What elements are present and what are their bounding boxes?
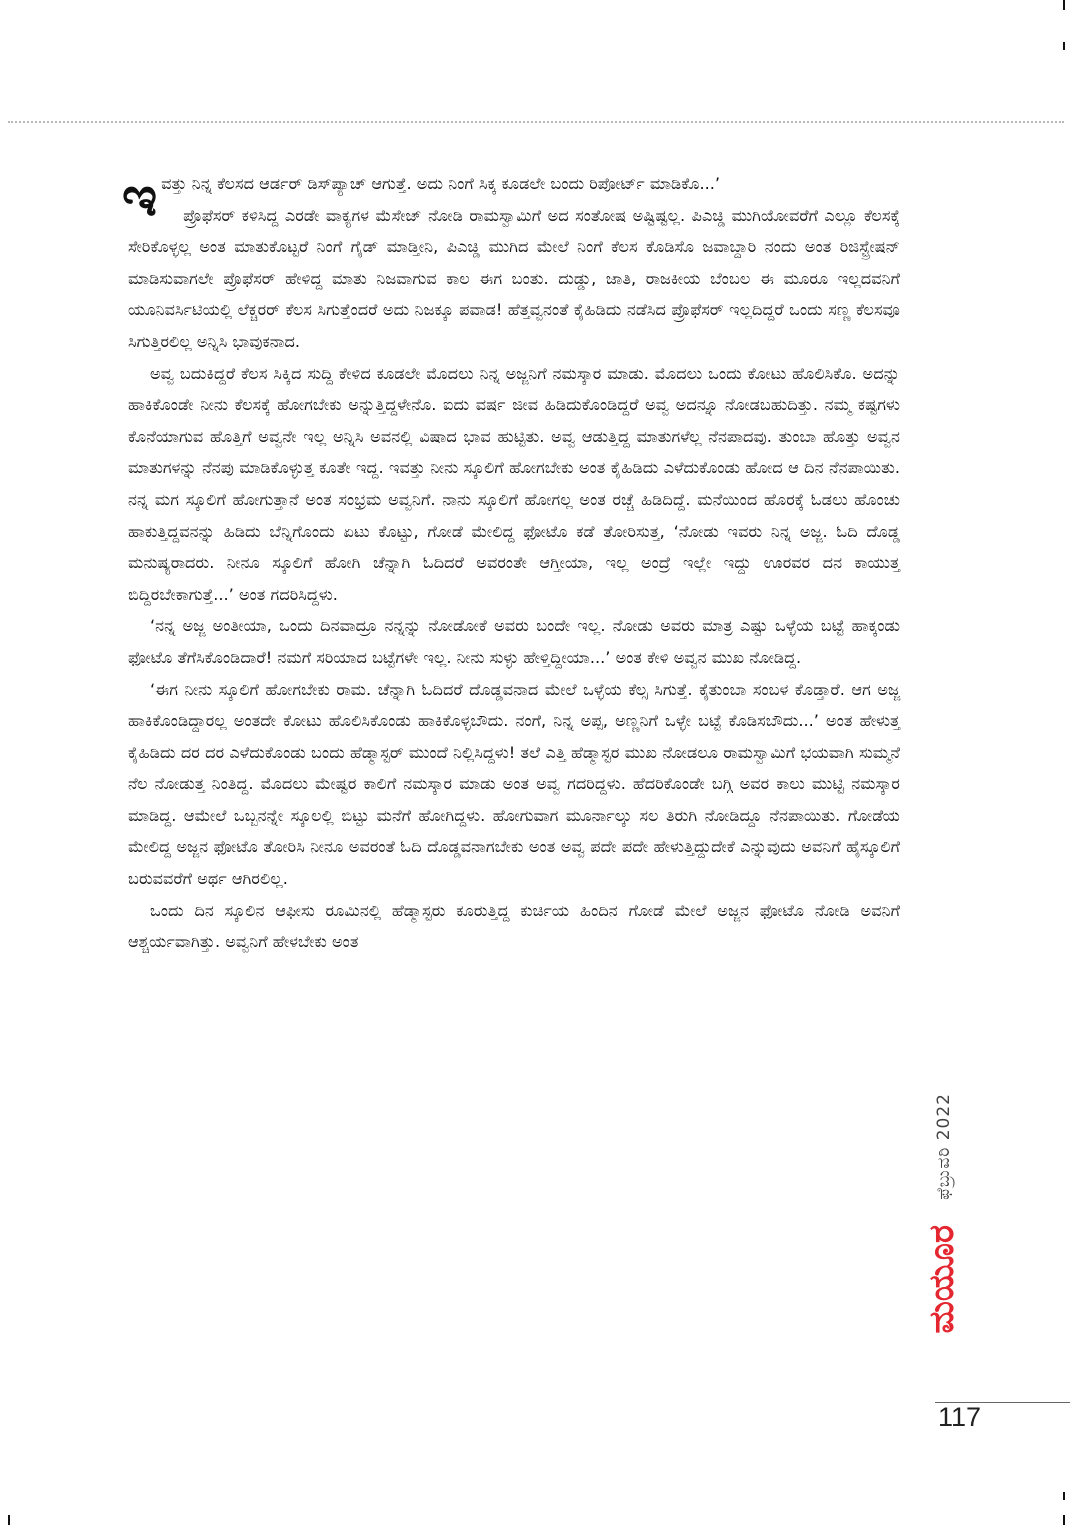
crop-mark-bottom [1063, 1515, 1065, 1525]
paragraph-4: ‘ನನ್ನ ಅಜ್ಜ ಅಂತೀಯಾ, ಒಂದು ದಿನವಾದ್ರೂ ನನ್ನನ್ನು ನೋಡೋಕೆ ಅವರು ಬಂದೇ ಇಲ್ಲ. ನೋಡು ಅವರು ಮಾತ್ರ ಎಷ್ಟು ಒಳ್ಳೆಯ ಬಟ್ಟೆ ಹಾಕ್ಕಂಡು ಫೋಟೊ ತೆಗೆಸಿಕೊಂಡಿದಾರೆ! ನಮಗೆ ಸರಿಯಾದ ಬಟ್ಟೆಗಳೇ ಇಲ್ಲ. ನೀನು ಸುಳ್ಳು ಹೇಳ್ತಿದ್ದೀಯಾ...’ ಅಂತ ಕೇಳಿ ಅವ್ವನ ಮುಖ ನೋಡಿದ್ದ. [128, 616, 900, 667]
drop-cap: ಇ [122, 164, 158, 228]
issue-date: ಫೆಬ್ರುವರಿ 2022 [934, 1093, 954, 1200]
dotted-separator [8, 121, 1064, 123]
crop-mark-bottom-left [8, 1515, 10, 1525]
paragraph-2: ಪ್ರೊಫೆಸರ್ ಕಳಿಸಿದ್ದ ಎರಡೇ ವಾಕ್ಯಗಳ ಮೆಸೇಜ್ ನೋಡಿ ರಾಮಸ್ವಾಮಿಗೆ ಅದ ಸಂತೋಷ ಅಷ್ಟಿಷ್ಟಲ್ಲ. ಪಿಎಚ್ಡಿ ಮುಗಿಯೋವರೆಗೆ ಎಲ್ಲೂ ಕೆಲಸಕ್ಕೆ ಸೇರಿಕೊಳ್ಳಲ್ಲ ಅಂತ ಮಾತುಕೊಟ್ಟರೆ ನಿಂಗೆ ಗೈಡ್ ಮಾಡ್ತೀನಿ, ಪಿಎಚ್ಡಿ ಮುಗಿದ ಮೇಲೆ ನಿಂಗೆ ಕೆಲಸ ಕೊಡಿಸೊ ಜವಾಬ್ದಾರಿ ನಂದು ಅಂತ ರಿಜಿಸ್ಟ್ರೇಷನ್ ಮಾಡಿಸುವಾಗಲೇ ಪ್ರೊಫೆಸರ್ ಹೇಳಿದ್ದ ಮಾತು ನಿಜವಾಗುವ ಕಾಲ ಈಗ ಬಂತು. ದುಡ್ಡು, ಜಾತಿ, ರಾಜಕೀಯ ಬೆಂಬಲ ಈ ಮೂರೂ ಇಲ್ಲದವನಿಗೆ ಯೂನಿವರ್ಸಿಟಿಯಲ್ಲಿ ಲೆಕ್ಚರರ್ ಕೆಲಸ ಸಿಗುತ್ತೆಂದರೆ ಅದು ನಿಜಕ್ಕೂ ಪವಾಡ! ಹೆತ್ತವ್ವನಂತೆ ಕೈಹಿಡಿದು ನಡೆಸಿದ ಪ್ರೊಫೆಸರ್ ಇಲ್ಲದಿದ್ದರೆ ಒಂದು ಸಣ್ಣ ಕೆಲಸವೂ ಸಿಗುತ್ತಿರಲಿಲ್ಲ ಅನ್ನಿಸಿ ಭಾವುಕನಾದ. [128, 205, 900, 351]
page-number: 117 [938, 1402, 982, 1432]
paragraph-3: ಅವ್ವ ಬದುಕಿದ್ದರೆ ಕೆಲಸ ಸಿಕ್ಕಿದ ಸುದ್ದಿ ಕೇಳಿದ ಕೂಡಲೇ ಮೊದಲು ನಿನ್ನ ಅಜ್ಜನಿಗೆ ನಮಸ್ಕಾರ ಮಾಡು. ಮೊದಲು ಒಂದು ಕೋಟು ಹೊಲಿಸಿಕೊ. ಅದನ್ನು ಹಾಕಿಕೊಂಡೇ ನೀನು ಕೆಲಸಕ್ಕೆ ಹೋಗಬೇಕು ಅನ್ನುತ್ತಿದ್ದಳೇನೊ. ಐದು ವರ್ಷ ಜೀವ ಹಿಡಿದುಕೊಂಡಿದ್ದರೆ ಅವ್ವ ಅದನ್ನೂ ನೋಡಬಹುದಿತ್ತು. ನಮ್ಮ ಕಷ್ಟಗಳು ಕೊನೆಯಾಗುವ ಹೊತ್ತಿಗೆ ಅವ್ವನೇ ಇಲ್ಲ ಅನ್ನಿಸಿ ಅವನಲ್ಲಿ ವಿಷಾದ ಭಾವ ಹುಟ್ಟಿತು. ಅವ್ವ ಆಡುತ್ತಿದ್ದ ಮಾತುಗಳೆಲ್ಲ ನೆನಪಾದವು. ತುಂಬಾ ಹೊತ್ತು ಅವ್ವನ ಮಾತುಗಳನ್ನು ನೆನಪು ಮಾಡಿಕೊಳ್ಳುತ್ತ ಕೂತೇ ಇದ್ದ. ಇವತ್ತು ನೀನು ಸ್ಕೂಲಿಗೆ ಹೋಗಬೇಕು ಅಂತ ಕೈಹಿಡಿದು ಎಳೆದುಕೊಂಡು ಹೋದ ಆ ದಿನ ನೆನಪಾಯಿತು. ನನ್ನ ಮಗ ಸ್ಕೂಲಿಗೆ ಹೋಗುತ್ತಾನೆ ಅಂತ ಸಂಭ್ರಮ ಅವ್ವನಿಗೆ. ನಾನು ಸ್ಕೂಲಿಗೆ ಹೋಗಲ್ಲ ಅಂತ ರಚ್ಚೆ ಹಿಡಿದಿದ್ದೆ. ಮನೆಯಿಂದ ಹೊರಕ್ಕೆ ಓಡಲು ಹೊಂಚು ಹಾಕುತ್ತಿದ್ದವನನ್ನು ಹಿಡಿದು ಬೆನ್ನಿಗೊಂದು ಏಟು ಕೊಟ್ಟು, ಗೋಡೆ ಮೇಲಿದ್ದ ಫೋಟೊ ಕಡೆ ತೋರಿಸುತ್ತ, ‘ನೋಡು ಇವರು ನಿನ್ನ ಅಜ್ಜ. ಓದಿ ದೊಡ್ಡ ಮನುಷ್ಯರಾದರು. ನೀನೂ ಸ್ಕೂಲಿಗೆ ಹೋಗಿ ಚೆನ್ನಾಗಿ ಓದಿದರೆ ಅವರಂತೇ ಆಗ್ತೀಯಾ, ಇಲ್ಲ ಅಂದ್ರೆ ಇಲ್ಲೇ ಇದ್ದು ಊರವರ ದನ ಕಾಯುತ್ತ ಬಿದ್ದಿರಬೇಕಾಗುತ್ತೆ...’ ಅಂತ ಗದರಿಸಿದ್ದಳು. [128, 363, 900, 604]
crop-mark-top [1063, 0, 1065, 10]
paragraph-5: ‘ಈಗ ನೀನು ಸ್ಕೂಲಿಗೆ ಹೋಗಬೇಕು ರಾಮ. ಚೆನ್ನಾಗಿ ಓದಿದರೆ ದೊಡ್ಡವನಾದ ಮೇಲೆ ಒಳ್ಳೆಯ ಕೆಲ್ಸ ಸಿಗುತ್ತೆ. ಕೈತುಂಬಾ ಸಂಬಳ ಕೊಡ್ತಾರೆ. ಆಗ ಅಜ್ಜ ಹಾಕಿಕೊಂಡಿದ್ದಾರಲ್ಲ ಅಂತದೇ ಕೋಟು ಹೊಲಿಸಿಕೊಂಡು ಹಾಕಿಕೊಳ್ಳಬೌದು. ನಂಗೆ, ನಿನ್ನ ಅಪ್ಪ, ಅಣ್ಣನಿಗೆ ಒಳ್ಳೇ ಬಟ್ಟೆ ಕೊಡಿಸಬೌದು...’ ಅಂತ ಹೇಳುತ್ತ ಕೈಹಿಡಿದು ದರ ದರ ಎಳೆದುಕೊಂಡು ಬಂದು ಹೆಡ್ಮಾಸ್ಟರ್ ಮುಂದೆ ನಿಲ್ಲಿಸಿದ್ದಳು! ತಲೆ ಎತ್ತಿ ಹೆಡ್ಮಾಸ್ಟರ ಮುಖ ನೋಡಲೂ ರಾಮಸ್ವಾಮಿಗೆ ಭಯವಾಗಿ ಸುಮ್ಮನೆ ನೆಲ ನೋಡುತ್ತ ನಿಂತಿದ್ದ. ಮೊದಲು ಮೇಷ್ಟರ ಕಾಲಿಗೆ ನಮಸ್ಕಾರ ಮಾಡು ಅಂತ ಅವ್ವ ಗದರಿದ್ದಳು. ಹೆದರಿಕೊಂಡೇ ಬಗ್ಗಿ ಅವರ ಕಾಲು ಮುಟ್ಟಿ ನಮಸ್ಕಾರ ಮಾಡಿದ್ದ. ಆಮೇಲೆ ಒಬ್ಬನನ್ನೇ ಸ್ಕೂಲಲ್ಲಿ ಬಿಟ್ಟು ಮನೆಗೆ ಹೋಗಿದ್ದಳು. ಹೋಗುವಾಗ ಮೂರ್ನಾಲ್ಕು ಸಲ ತಿರುಗಿ ನೋಡಿದ್ದೂ ನೆನಪಾಯಿತು. ಗೋಡೆಯ ಮೇಲಿದ್ದ ಅಜ್ಜನ ಫೋಟೊ ತೋರಿಸಿ ನೀನೂ ಅವರಂತೆ ಓದಿ ದೊಡ್ಡವನಾಗಬೇಕು ಅಂತ ಅವ್ವ ಪದೇ ಪದೇ ಹೇಳುತ್ತಿದ್ದುದೇಕೆ ಎನ್ನುವುದು ಅವನಿಗೆ ಹೈಸ್ಕೂಲಿಗೆ ಬರುವವರೆಗೆ ಅರ್ಥ ಆಗಿರಲಿಲ್ಲ. [128, 679, 900, 889]
paragraph-1-text: ವತ್ತು ನಿನ್ನ ಕೆಲಸದ ಆರ್ಡರ್ ಡಿಸ್‌ಪ್ಯಾಚ್ ಆಗುತ್ತೆ. ಅದು ನಿಂಗೆ ಸಿಕ್ಕ ಕೂಡಲೇ ಬಂದು ರಿಪೋರ್ಟ್ ಮಾಡಿಕೊ...’ [161, 174, 721, 193]
crop-mark-bottom-right [1063, 1492, 1065, 1500]
magazine-logo: ಮಯೂರ [922, 1225, 962, 1334]
sidebar-masthead [920, 1085, 964, 1380]
paragraph-6: ಒಂದು ದಿನ ಸ್ಕೂಲಿನ ಆಫೀಸು ರೂಮಿನಲ್ಲಿ ಹೆಡ್ಮಾಸ್ಟರು ಕೂರುತ್ತಿದ್ದ ಕುರ್ಚಿಯ ಹಿಂದಿನ ಗೋಡೆ ಮೇಲೆ ಅಜ್ಜನ ಫೋಟೊ ನೋಡಿ ಅವನಿಗೆ ಆಶ್ಚರ್ಯವಾಗಿತ್ತು. ಅವ್ವನಿಗೆ ಹೇಳಬೇಕು ಅಂತ [128, 900, 900, 952]
crop-mark-top-right [1063, 42, 1065, 50]
paragraph-1 [122, 164, 900, 228]
article-body [122, 164, 900, 958]
